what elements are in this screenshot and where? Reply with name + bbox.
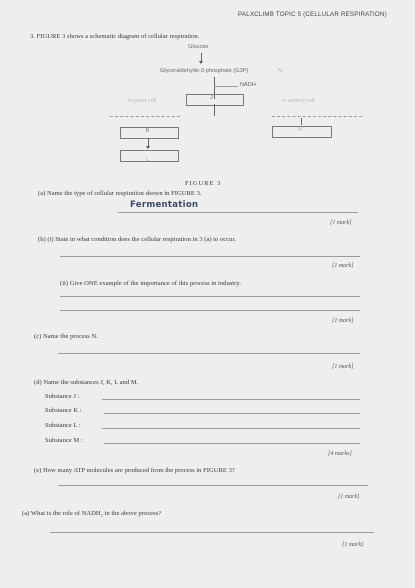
l-label: L — [146, 157, 150, 163]
question-d: (d) Name the substances J, K, L and M. — [34, 379, 139, 386]
question-a: (a) Name the type of cellular respiration shown in FIGURE 3. — [38, 190, 202, 197]
answer-a-handwritten: Fermentation — [130, 200, 199, 210]
m-arrow-line — [301, 118, 302, 125]
marks-b-i: [1 mark] — [332, 263, 354, 269]
question-f: (a) What is the role of NADH₂ in the above process? — [22, 510, 162, 517]
in-plant-cell-label: In plant cell — [128, 98, 157, 104]
question-b-ii: (ii) Give ONE example of the importance of this process in industry. — [60, 280, 241, 287]
j-down-line — [214, 104, 215, 116]
arrow-head-k — [146, 146, 150, 149]
question-b-i: (b) (i) State in what condition does the cellular respiration in 3 (a) to occur. — [38, 236, 236, 243]
animal-cell-divider — [272, 116, 362, 117]
arrow-glucose-to-g3p — [201, 53, 202, 61]
answer-line-c — [58, 353, 360, 354]
page-header: PALXCLIMB TOPIC 5 (CELLULAR RESPIRATION) — [238, 11, 387, 18]
marks-a: [1 mark] — [330, 220, 352, 226]
marks-b-ii: [1 mark] — [332, 318, 354, 324]
nadh-branch-line — [214, 86, 238, 87]
answer-line-b-ii-1 — [60, 296, 360, 297]
substance-j-label: Substance J : — [45, 393, 80, 400]
nadh-label: NADH — [240, 82, 256, 88]
plant-cell-divider — [110, 116, 180, 117]
substance-l-label: Substance L : — [45, 422, 81, 429]
k-label: K — [146, 128, 150, 134]
substance-m-label: Substance M : — [45, 437, 83, 444]
answer-line-j — [102, 399, 360, 400]
question-e: (e) How many ATP molecules are produced from the process in FIGURE 3? — [34, 467, 235, 474]
substance-k-label: Substance K : — [45, 407, 82, 414]
answer-line-m — [104, 443, 360, 444]
j-box — [186, 94, 244, 106]
question-c: (c) Name the process N. — [34, 333, 98, 340]
marks-e: [1 mark] — [338, 494, 360, 500]
k-to-l-line — [148, 138, 149, 146]
answer-line-e — [58, 485, 368, 486]
answer-line-a — [118, 212, 358, 213]
j-label: J — [210, 95, 213, 101]
glucose-label: Glucose — [188, 44, 209, 50]
l-box — [120, 150, 179, 162]
figure-caption: FIGURE 3 — [185, 180, 222, 187]
answer-line-k — [104, 413, 360, 414]
arrow-head — [199, 61, 203, 64]
answer-line-f — [50, 532, 374, 533]
question-intro: 3. FIGURE 3 shows a schematic diagram of cellular respiration. — [30, 33, 200, 40]
n-label: N — [278, 68, 283, 74]
answer-line-b-i — [60, 256, 360, 257]
answer-line-l — [102, 428, 360, 429]
g3p-label: Glyceraldehyde-3-phosphate (G3P) — [160, 68, 249, 74]
in-animal-cell-label: In animal cell — [282, 98, 315, 104]
marks-c: [1 mark] — [332, 364, 354, 370]
marks-d: [4 marks] — [328, 451, 352, 457]
answer-line-b-ii-2 — [60, 310, 360, 311]
m-label: M — [298, 127, 303, 133]
marks-f: [1 mark] — [342, 542, 364, 548]
